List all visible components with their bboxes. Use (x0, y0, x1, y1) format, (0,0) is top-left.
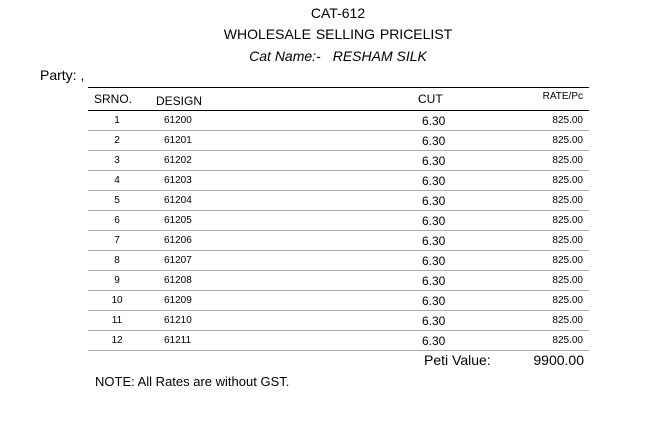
cut-cell: 6.30 (422, 194, 446, 208)
table-row (88, 171, 589, 191)
column-header-cut: CUT (418, 92, 443, 106)
table-row (88, 311, 589, 331)
rate-cell: 825.00 (552, 135, 583, 146)
cut-cell: 6.30 (422, 274, 446, 288)
table-row (88, 271, 589, 291)
rate-cell: 825.00 (552, 235, 583, 246)
srno-cell: 7 (114, 235, 120, 246)
srno-cell: 12 (111, 335, 123, 346)
price-table (88, 87, 589, 351)
srno-cell: 3 (114, 155, 120, 166)
cut-cell: 6.30 (422, 134, 446, 148)
design-cell: 61209 (164, 295, 192, 306)
rate-cell: 825.00 (552, 315, 583, 326)
cut-cell: 6.30 (422, 174, 446, 188)
design-cell: 61211 (164, 335, 192, 346)
table-header (88, 88, 589, 111)
design-cell: 61208 (164, 275, 192, 286)
gst-note: NOTE: All Rates are without GST. (95, 374, 290, 389)
table-row (88, 131, 589, 151)
rate-cell: 825.00 (552, 275, 583, 286)
cut-cell: 6.30 (422, 234, 446, 248)
rate-cell: 825.00 (552, 335, 583, 346)
rate-cell: 825.00 (552, 175, 583, 186)
document-subtitle: WHOLESALE SELLING PRICELIST (223, 26, 453, 42)
cut-cell: 6.30 (422, 294, 446, 308)
rate-cell: 825.00 (552, 215, 583, 226)
table-row (88, 231, 589, 251)
table-row (88, 211, 589, 231)
srno-cell: 6 (114, 215, 120, 226)
design-cell: 61205 (164, 215, 192, 226)
design-cell: 61210 (164, 315, 192, 326)
table-row (88, 151, 589, 171)
table-row (88, 251, 589, 271)
party-label: Party: , (40, 67, 85, 83)
design-cell: 61207 (164, 255, 192, 266)
srno-cell: 9 (114, 275, 120, 286)
table-row (88, 111, 589, 131)
cut-cell: 6.30 (422, 254, 446, 268)
srno-cell: 10 (111, 295, 123, 306)
srno-cell: 11 (111, 315, 123, 326)
design-cell: 61200 (164, 115, 192, 126)
rate-cell: 825.00 (552, 155, 583, 166)
cut-cell: 6.30 (422, 314, 446, 328)
table-row (88, 191, 589, 211)
cut-cell: 6.30 (422, 114, 446, 128)
rate-cell: 825.00 (552, 115, 583, 126)
srno-cell: 1 (114, 115, 120, 126)
category-name-value: RESHAM SILK (332, 48, 427, 64)
design-cell: 61204 (164, 195, 192, 206)
cut-cell: 6.30 (422, 154, 446, 168)
table-row (88, 331, 589, 351)
catalog-code: CAT-612 (310, 5, 366, 21)
design-cell: 61203 (164, 175, 192, 186)
peti-value-label: Peti Value: (424, 352, 491, 368)
rate-cell: 825.00 (552, 255, 583, 266)
cut-cell: 6.30 (422, 214, 446, 228)
design-cell: 61202 (164, 155, 192, 166)
column-header-design: DESIGN (156, 94, 203, 108)
srno-cell: 8 (114, 255, 120, 266)
column-header-rate: RATE/Pc (542, 91, 583, 102)
table-row (88, 291, 589, 311)
rate-cell: 825.00 (552, 195, 583, 206)
peti-value-amount: 9900.00 (533, 352, 584, 368)
category-name (0, 48, 648, 64)
column-header-srno: SRNO. (94, 92, 133, 106)
srno-cell: 5 (114, 195, 120, 206)
design-cell: 61201 (164, 135, 192, 146)
design-cell: 61206 (164, 235, 192, 246)
category-name-label: Cat Name:- (249, 48, 321, 64)
srno-cell: 2 (114, 135, 120, 146)
rate-cell: 825.00 (552, 295, 583, 306)
table-body (88, 111, 589, 351)
cut-cell: 6.30 (422, 334, 446, 348)
srno-cell: 4 (114, 175, 120, 186)
